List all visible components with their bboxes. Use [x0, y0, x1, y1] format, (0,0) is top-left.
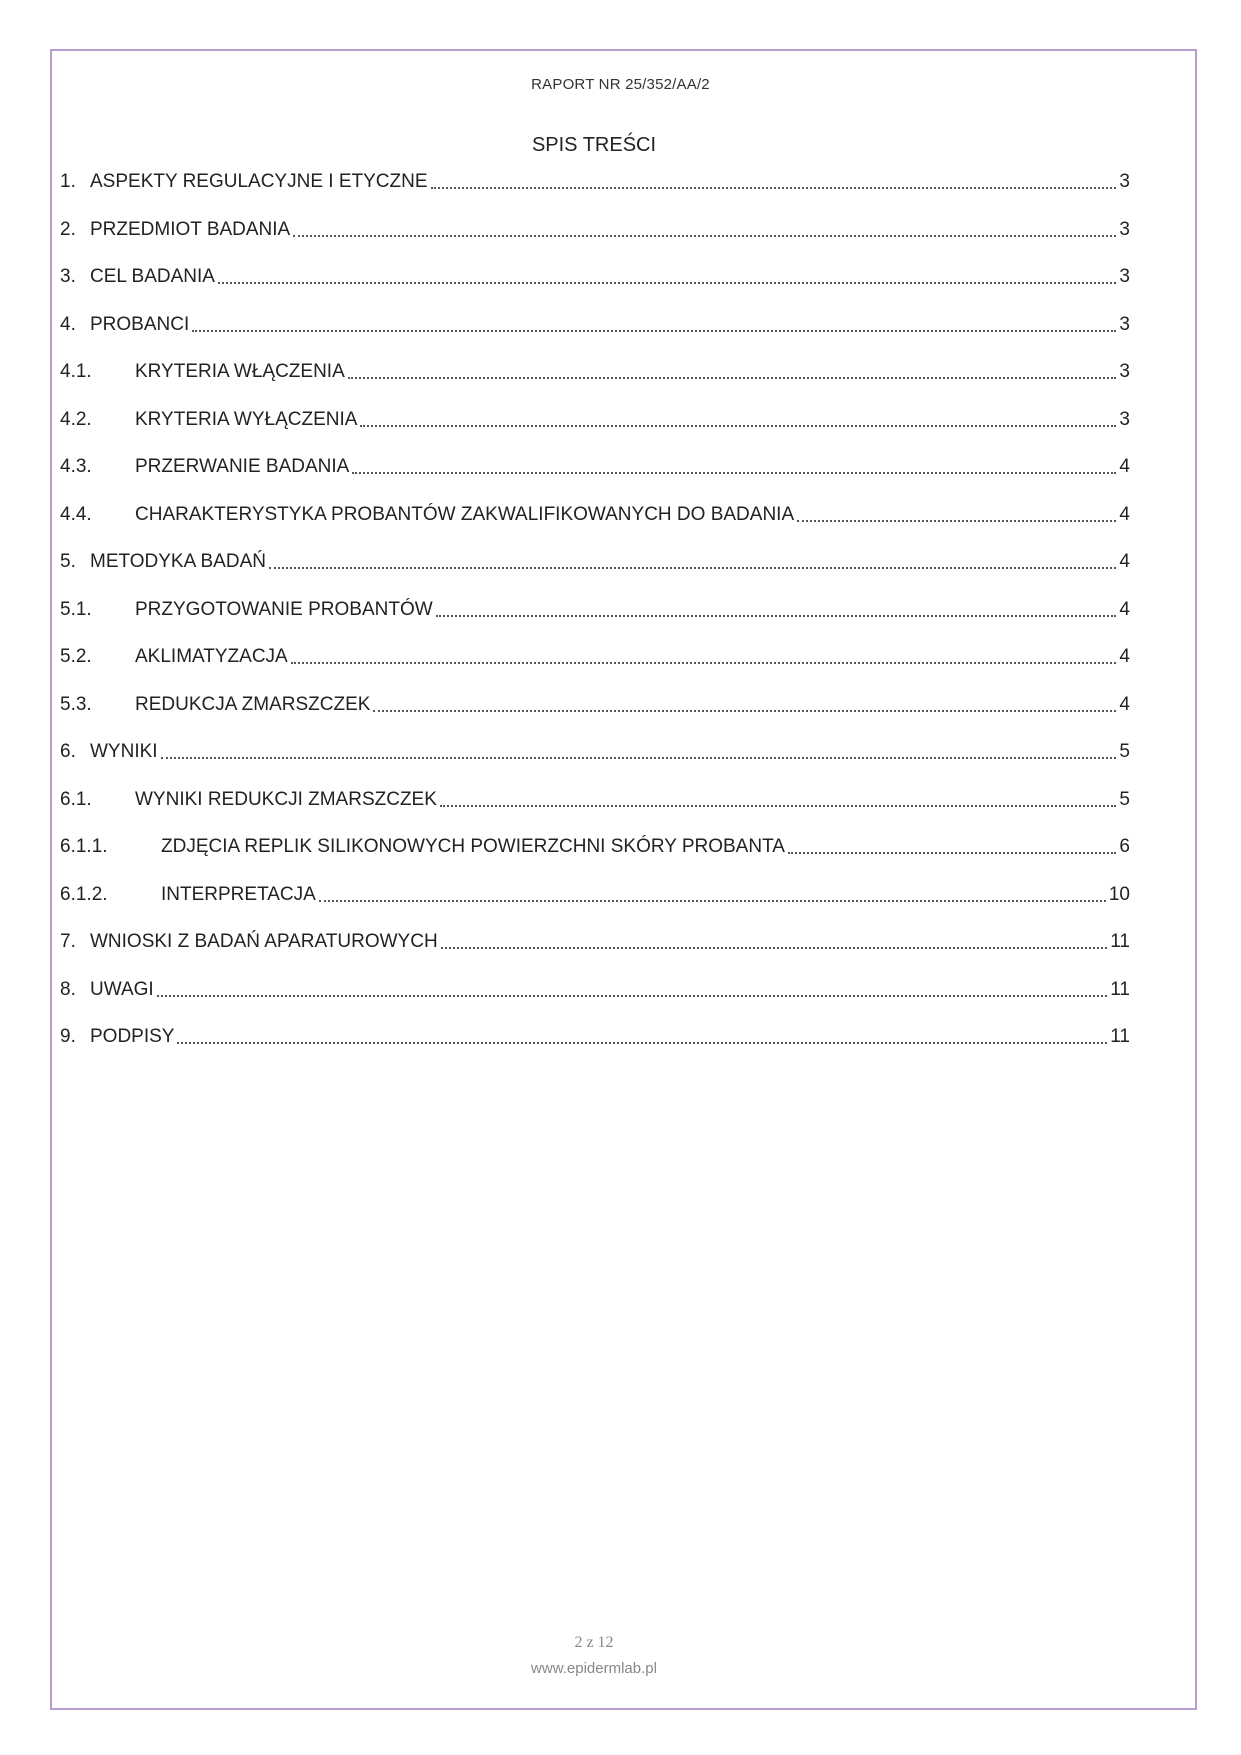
- toc-dot-leader: [788, 852, 1116, 854]
- toc-dot-leader: [291, 662, 1117, 664]
- toc-entry-page: 6: [1119, 836, 1130, 857]
- toc-entry-page: 4: [1119, 598, 1130, 620]
- report-number-header: RAPORT NR 25/352/AA/2: [531, 76, 710, 93]
- toc-entry-page: 5: [1119, 741, 1130, 762]
- toc-entry-page: 3: [1119, 218, 1130, 240]
- toc-entry[interactable]: [60, 263, 1130, 291]
- toc-entry-page: 4: [1119, 646, 1130, 667]
- toc-dot-leader: [352, 472, 1116, 474]
- toc-entry-label: UWAGI: [90, 978, 154, 1000]
- toc-entry-number: 5.2.: [60, 646, 92, 667]
- toc-dot-leader: [348, 377, 1117, 379]
- toc-entry-label: KRYTERIA WYŁĄCZENIA: [135, 408, 358, 430]
- toc-dot-leader: [319, 900, 1106, 902]
- toc-entry[interactable]: [60, 548, 1130, 576]
- toc-entry[interactable]: [60, 168, 1130, 196]
- toc-entry-number: 4.2.: [60, 408, 92, 430]
- toc-entry-number: 6.1.2.: [60, 883, 108, 905]
- toc-entry-label: INTERPRETACJA: [161, 883, 316, 905]
- toc-entry[interactable]: [60, 881, 1130, 909]
- toc-entry-page: 3: [1119, 313, 1130, 335]
- toc-entry[interactable]: [60, 786, 1130, 814]
- toc-entry[interactable]: [60, 358, 1130, 386]
- toc-dot-leader: [441, 947, 1108, 949]
- toc-dot-leader: [373, 710, 1116, 712]
- toc-entry-page: 11: [1110, 1026, 1130, 1047]
- toc-entry-number: 4.4.: [60, 503, 92, 525]
- toc-entry[interactable]: [60, 928, 1130, 956]
- toc-entry-number: 8.: [60, 978, 76, 1000]
- toc-entry-page: 11: [1110, 931, 1130, 952]
- toc-entry-label: PRZERWANIE BADANIA: [135, 456, 350, 477]
- toc-entry-number: 9.: [60, 1026, 76, 1047]
- toc-entry[interactable]: [60, 596, 1130, 624]
- toc-dot-leader: [440, 805, 1117, 807]
- toc-entry[interactable]: [60, 643, 1130, 671]
- toc-entry-label: CEL BADANIA: [90, 266, 215, 287]
- toc-entry-number: 7.: [60, 931, 76, 952]
- toc-entry-number: 6.1.: [60, 788, 92, 810]
- toc-entry[interactable]: [60, 406, 1130, 434]
- toc-dot-leader: [360, 425, 1116, 427]
- toc-entry-page: 4: [1119, 551, 1130, 572]
- toc-entry-page: 10: [1108, 883, 1130, 905]
- toc-entry[interactable]: [60, 691, 1130, 719]
- toc-entry-number: 5.1.: [60, 598, 92, 620]
- footer-website[interactable]: www.epidermlab.pl: [531, 1660, 657, 1677]
- toc-entry-page: 3: [1119, 408, 1130, 430]
- toc-entry[interactable]: [60, 976, 1130, 1004]
- toc-entry-number: 3.: [60, 266, 76, 287]
- toc-entry-number: 4.3.: [60, 456, 92, 477]
- toc-entry-label: PRZEDMIOT BADANIA: [90, 218, 291, 240]
- toc-entry-page: 11: [1110, 978, 1130, 1000]
- toc-entry-page: 3: [1119, 171, 1130, 192]
- toc-dot-leader: [293, 235, 1116, 237]
- toc-dot-leader: [797, 520, 1116, 522]
- toc-entry-label: WYNIKI REDUKCJI ZMARSZCZEK: [135, 788, 437, 810]
- toc-entry-number: 5.3.: [60, 693, 92, 715]
- toc-entry-label: ZDJĘCIA REPLIK SILIKONOWYCH POWIERZCHNI SKÓRY PROBANTA: [161, 836, 785, 857]
- toc-entry[interactable]: [60, 501, 1130, 529]
- toc-entry-page: 4: [1119, 503, 1130, 525]
- toc-entry[interactable]: [60, 453, 1130, 481]
- toc-entry[interactable]: [60, 216, 1130, 244]
- toc-entry[interactable]: [60, 311, 1130, 339]
- toc-entry[interactable]: [60, 1023, 1130, 1051]
- toc-entry-label: WNIOSKI Z BADAŃ APARATUROWYCH: [90, 931, 438, 952]
- toc-entry-number: 5.: [60, 551, 76, 572]
- toc-entry[interactable]: [60, 833, 1130, 861]
- toc-entry-label: PODPISY: [90, 1026, 175, 1047]
- toc-entry-label: AKLIMATYZACJA: [135, 646, 288, 667]
- toc-entry[interactable]: [60, 738, 1130, 766]
- toc-dot-leader: [157, 995, 1108, 997]
- toc-entry-number: 1.: [60, 171, 76, 192]
- toc-dot-leader: [218, 282, 1116, 284]
- page-border: [50, 49, 1197, 1710]
- toc-dot-leader: [161, 757, 1117, 759]
- toc-entry-label: ASPEKTY REGULACYJNE I ETYCZNE: [90, 171, 428, 192]
- toc-entry-page: 4: [1119, 456, 1130, 477]
- toc-entry-number: 2.: [60, 218, 76, 240]
- toc-dot-leader: [431, 187, 1117, 189]
- toc-entry-label: METODYKA BADAŃ: [90, 551, 266, 572]
- toc-entry-number: 6.1.1.: [60, 836, 108, 857]
- toc-dot-leader: [177, 1042, 1107, 1044]
- toc-entry-page: 5: [1119, 788, 1130, 810]
- toc-dot-leader: [269, 567, 1116, 569]
- toc-dot-leader: [192, 330, 1116, 332]
- toc-entry-label: PRZYGOTOWANIE PROBANTÓW: [135, 598, 433, 620]
- toc-entry-label: REDUKCJA ZMARSZCZEK: [135, 693, 371, 715]
- toc-entry-page: 4: [1119, 693, 1130, 715]
- toc-entry-label: KRYTERIA WŁĄCZENIA: [135, 361, 345, 382]
- toc-dot-leader: [436, 615, 1117, 617]
- toc-entry-number: 4.1.: [60, 361, 92, 382]
- toc-entry-label: PROBANCI: [90, 313, 190, 335]
- toc-entry-number: 4.: [60, 313, 76, 335]
- toc-entry-number: 6.: [60, 741, 76, 762]
- toc-entry-page: 3: [1119, 361, 1130, 382]
- page-indicator: 2 z 12: [574, 1634, 614, 1651]
- toc-entry-label: CHARAKTERYSTYKA PROBANTÓW ZAKWALIFIKOWANYCH DO BADANIA: [135, 503, 795, 525]
- toc-entry-label: WYNIKI: [90, 741, 158, 762]
- toc-title: SPIS TREŚCI: [531, 134, 657, 156]
- toc-entry-page: 3: [1119, 266, 1130, 287]
